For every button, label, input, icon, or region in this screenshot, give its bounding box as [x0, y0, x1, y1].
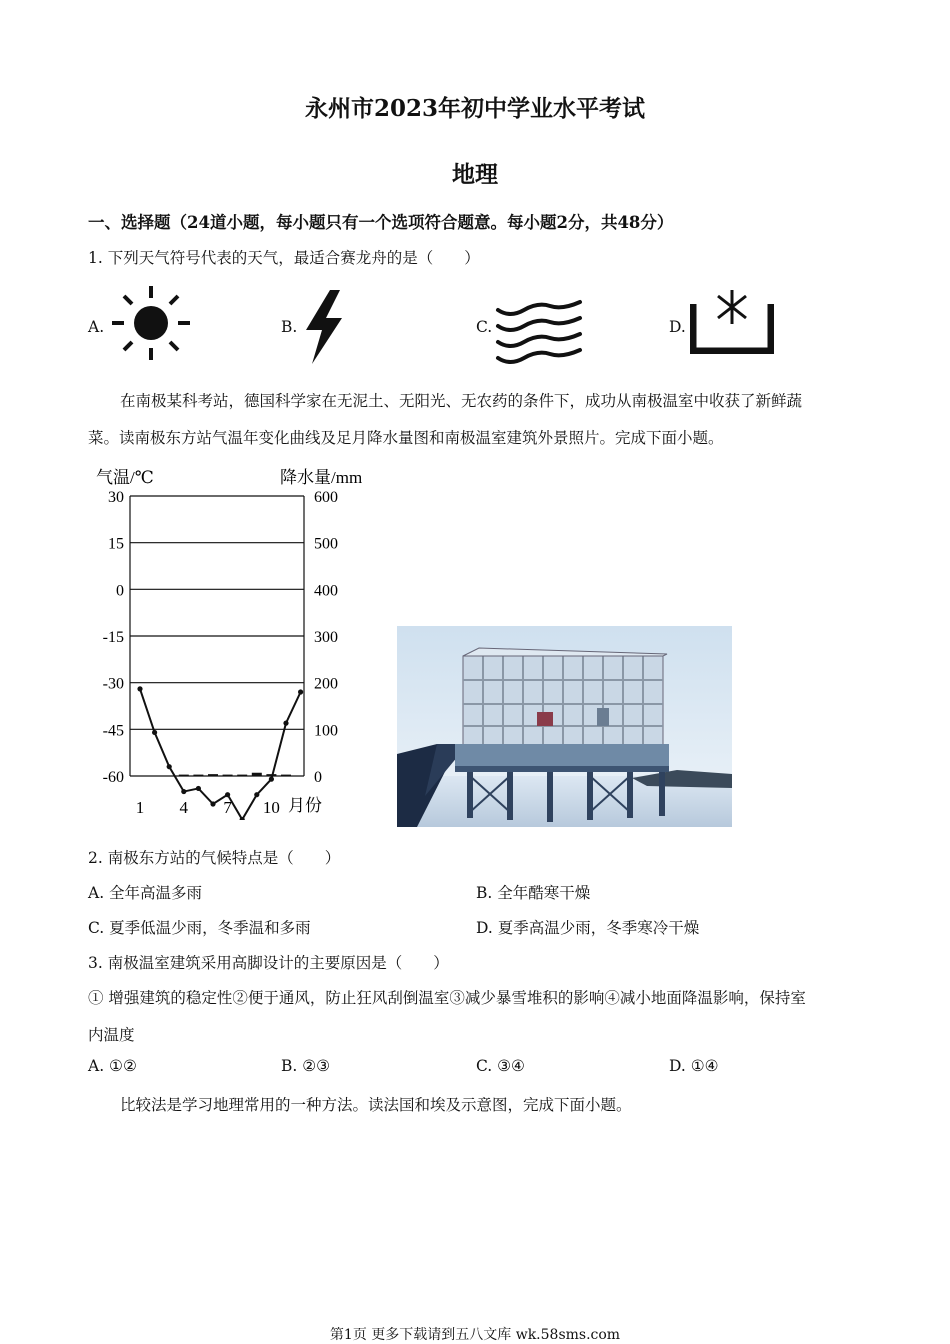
temperature-point — [210, 801, 215, 806]
question-1-stem: 1. 下列天气符号代表的天气，最适合赛龙舟的是（ ） — [88, 249, 480, 267]
q1-option-d — [669, 317, 686, 336]
month-tick-label: 1 — [135, 798, 145, 817]
temperature-point — [152, 730, 157, 735]
precip-bar — [223, 775, 233, 776]
passage-2: 比较法是学习地理常用的一种方法。读法国和埃及示意图，完成下面小题。 — [120, 1096, 632, 1114]
q3-option-a: A. ①② — [88, 1057, 137, 1075]
temperature-point — [283, 721, 288, 726]
month-tick-label: 10 — [262, 798, 280, 817]
month-tick-label: 7 — [223, 798, 232, 817]
precip-axis-label: 降水量/mm — [280, 468, 363, 487]
temperature-point — [137, 686, 142, 691]
x-axis-label: 月份 — [288, 796, 322, 815]
q3-option-c: C. ③④ — [476, 1057, 525, 1075]
temp-tick-label: 0 — [116, 582, 124, 600]
q3-option-d: D. ①④ — [669, 1057, 719, 1075]
temperature-point — [167, 764, 172, 769]
temp-axis-label: 气温/℃ — [96, 468, 154, 487]
month-tick-labels — [136, 798, 280, 817]
q2-option-a: A. 全年高温多雨 — [88, 884, 203, 902]
sun-icon — [110, 284, 192, 362]
temp-tick-label: -45 — [102, 722, 124, 740]
q1-option-a — [88, 317, 104, 336]
question-2-stem: 2. 南极东方站的气候特点是（ ） — [88, 849, 341, 867]
q3-option-b: B. ②③ — [281, 1057, 331, 1075]
q2-option-b: B. 全年酷寒干燥 — [476, 884, 591, 902]
option-label: D. — [669, 318, 686, 336]
precip-bar — [179, 775, 189, 776]
option-label: A. — [88, 318, 105, 336]
temperature-point — [196, 786, 201, 791]
q3-statements-line-1: ① 增强建筑的稳定性②便于通风，防止狂风刮倒温室③减少暴雪堆积的影响④减小地面降温影响，保持室 — [88, 989, 806, 1007]
precip-tick-label: 600 — [314, 489, 338, 506]
subject-title: 地理 — [452, 161, 498, 188]
section-heading: 一、选择题（24道小题，每小题只有一个选项符合题意。每小题2分，共48分） — [88, 213, 674, 232]
month-tick-label: 4 — [179, 798, 189, 817]
temperature-point — [269, 777, 274, 782]
q2-option-d: D. 夏季高温少雨，冬季寒冷干燥 — [476, 919, 700, 937]
precip-bar — [252, 773, 262, 776]
q2-option-c: C. 夏季低温少雨，冬季温和多雨 — [88, 919, 311, 937]
temperature-point — [225, 792, 230, 797]
precip-bar — [193, 775, 203, 776]
snow-depth-icon — [690, 288, 774, 354]
lightning-icon — [300, 288, 348, 366]
exam-title: 永州市2023年初中学业水平考试 — [304, 95, 645, 122]
question-3-stem: 3. 南极温室建筑采用高脚设计的主要原因是（ ） — [88, 954, 449, 972]
precip-bar — [208, 774, 218, 776]
precip-bar — [281, 775, 291, 776]
precip-tick-label: 300 — [314, 629, 338, 646]
precip-tick-label: 100 — [314, 722, 338, 740]
page-footer: 第1页 更多下载请到五八文库 wk.58sms.com — [329, 1327, 621, 1343]
precip-tick-label: 200 — [314, 675, 338, 693]
option-label: C. — [476, 318, 493, 336]
precip-tick-label: 0 — [314, 769, 322, 786]
antarctic-greenhouse-photo — [397, 626, 732, 827]
temperature-point — [298, 689, 303, 694]
temp-tick-label: -15 — [102, 629, 124, 646]
precip-bar — [237, 775, 247, 776]
temp-tick-label: 30 — [108, 489, 124, 506]
temp-tick-labels — [103, 489, 124, 786]
option-label: B. — [281, 318, 298, 336]
q1-option-c — [476, 317, 492, 336]
temperature-point — [181, 789, 186, 794]
temp-tick-label: 15 — [108, 535, 124, 553]
passage-1-line-2: 菜。读南极东方站气温年变化曲线及足月降水量图和南极温室建筑外景照片。完成下面小题。 — [88, 429, 724, 447]
q1-option-b — [281, 317, 297, 336]
precip-tick-label: 500 — [314, 535, 338, 553]
precip-tick-label: 400 — [314, 582, 338, 600]
passage-1-line-1: 在南极某科考站，德国科学家在无泥土、无阳光、无农药的条件下，成功从南极温室中收获了新鲜蔬 — [120, 392, 803, 410]
temp-tick-label: -60 — [102, 769, 124, 786]
temp-tick-label: -30 — [102, 675, 124, 693]
climate-chart — [88, 460, 388, 820]
q3-statements-line-2: 内温度 — [88, 1026, 135, 1044]
precip-tick-labels — [314, 489, 338, 786]
temperature-point — [254, 792, 259, 797]
fog-icon — [494, 296, 584, 366]
